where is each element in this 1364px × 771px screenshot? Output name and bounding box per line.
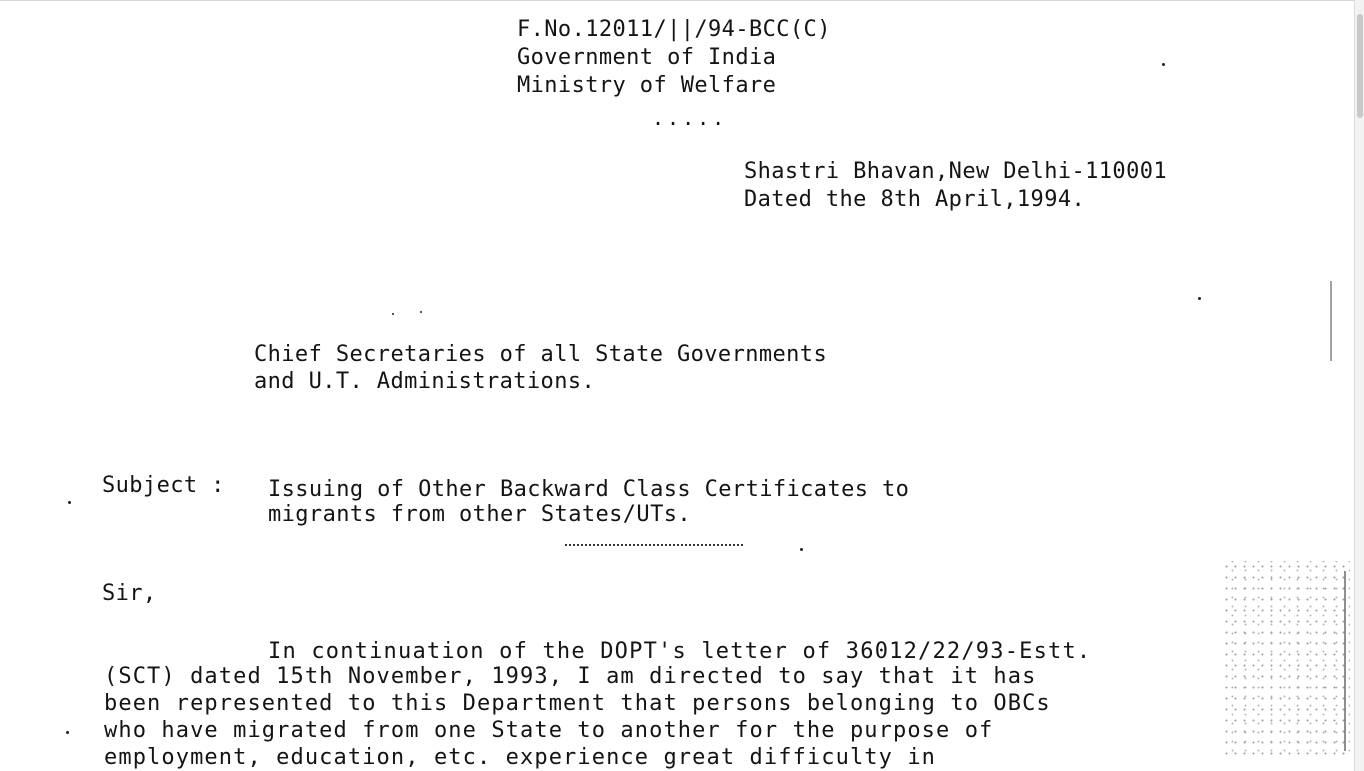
file-number: F.No.12011/||/94-BCC(C) xyxy=(517,17,831,42)
government-name: Government of India xyxy=(517,45,777,70)
body-line-1: In continuation of the DOPT's letter of 36012/22/93-Estt. xyxy=(268,639,1092,664)
body-line-5: employment, education, etc. experience great difficulty in xyxy=(104,745,937,770)
subject-line-1: Issuing of Other Backward Class Certificates to xyxy=(268,477,910,502)
body-line-2: (SCT) dated 15th November, 1993, I am directed to say that it has xyxy=(104,664,1037,689)
scan-speck xyxy=(800,548,803,551)
address-line: Shastri Bhavan,New Delhi-110001 xyxy=(744,159,1167,184)
subject-line-2: migrants from other States/UTs. xyxy=(268,502,691,527)
scan-speck xyxy=(420,311,422,313)
scan-edge-mark xyxy=(1330,281,1332,361)
scan-speck xyxy=(392,313,394,315)
recipient-line-1: Chief Secretaries of all State Governments xyxy=(254,342,828,367)
scan-speck xyxy=(1198,297,1201,300)
header-separator: ..... xyxy=(652,106,728,130)
body-line-3: been represented to this Department that persons belonging to OBCs xyxy=(104,691,1051,716)
scan-speck xyxy=(68,501,71,504)
scan-speck xyxy=(66,731,69,734)
vertical-scrollbar[interactable] xyxy=(1354,0,1364,771)
ministry-name: Ministry of Welfare xyxy=(517,73,777,98)
scrollbar-thumb[interactable] xyxy=(1357,14,1363,118)
body-line-4: who have migrated from one State to another for the purpose of xyxy=(104,718,994,743)
scan-noise xyxy=(1222,561,1350,757)
subject-underline xyxy=(565,544,743,548)
scan-speck xyxy=(1162,63,1165,66)
salutation: Sir, xyxy=(102,581,157,606)
recipient-line-2: and U.T. Administrations. xyxy=(254,369,596,394)
date-line: Dated the 8th April,1994. xyxy=(744,187,1086,212)
subject-label: Subject : xyxy=(102,473,225,498)
